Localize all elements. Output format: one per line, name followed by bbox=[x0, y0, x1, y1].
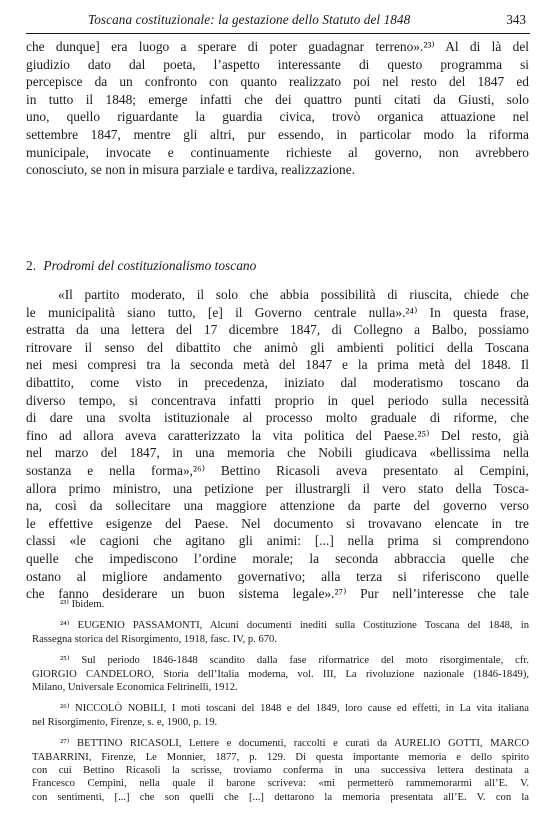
running-title: Toscana costituzionale: la gestazione dello Statuto del 1848 bbox=[88, 12, 411, 27]
text-line: ritrovare il senso del dibattito che animò gli ambienti politici della Toscana bbox=[26, 339, 529, 355]
footnote-line: TABARRINI, Firenze, Le Monnier, 1877, p. 129. Di questa importante memoria e dello spirito bbox=[32, 751, 529, 763]
text-line: fino ad allora aveva caratterizzato la vita politica del Paese.²⁵⁾ Del resto, già bbox=[26, 427, 529, 443]
text-line: sostanza e nella forma»,²⁶⁾ Bettino Ricasoli aveva presentato al Cempini, bbox=[26, 462, 529, 478]
text-line: quelle che impediscono l’ordine morale; la seconda abbraccia quelle che bbox=[26, 550, 529, 566]
text-line: conosciuto, se non in misura parziale e tardiva, realizzazione. bbox=[26, 162, 356, 178]
footnote-23 bbox=[32, 598, 529, 611]
footnote-line: ²⁶⁾ NICCOLÒ NOBILI, I moti toscani del 1848 e del 1849, loro cause ed effetti, in La vita italiana bbox=[60, 703, 529, 715]
footnote-26 bbox=[32, 702, 529, 729]
footnote-line: con sentimenti, [...] che son quelli che [...] dettarono la memoria presentata all’E. V. con la bbox=[32, 791, 529, 803]
footnote-line: Rassegna storica del Risorgimento, 1918, fasc. IV, p. 670. bbox=[32, 633, 277, 645]
text-line: diverso tempo, si concentrava infatti proprio in quel periodo sulla necessità bbox=[26, 392, 529, 408]
text-line: settembre 1847, mentre gli altri, pur essendo, in particolar modo la riforma bbox=[26, 126, 529, 142]
page-number: 343 bbox=[506, 12, 526, 27]
section-title: Prodromi del costituzionalismo toscano bbox=[43, 258, 257, 273]
footnote-line: ²³⁾ Ibidem. bbox=[60, 599, 105, 610]
text-line: na, così da sollecitare una maggiore attenzione da parte del governo verso bbox=[26, 498, 529, 514]
footnote-line: con cui Bettino Ricasoli la scrisse, troviamo conferma in una successiva lettera destinata a bbox=[32, 764, 529, 776]
text-line: percepisce da un confronto con quanto realizzato poi nel resto del 1847 ed bbox=[26, 74, 529, 90]
text-line: ostano al migliore andamento governativo; alla terza si riferiscono quelle bbox=[26, 568, 529, 584]
footnote-line: ²⁴⁾ EUGENIO PASSAMONTI, Alcuni documenti inediti sulla Costituzione Toscana del 1848, in bbox=[60, 620, 529, 632]
text-line: «Il partito moderato, il solo che abbia possibilità di riuscita, chiede che bbox=[58, 287, 529, 302]
running-header bbox=[26, 7, 530, 34]
text-line: di dare una svolta istituzionale al processo molto graduale di riforme, che bbox=[26, 410, 529, 426]
footnote-line: ²⁵⁾ Sul periodo 1846-1848 scandito dalla fase riformatrice del moto risorgimentale, cfr. bbox=[60, 655, 529, 667]
text-line: dibattito, come visto in precedenza, iniziato dal moderatismo toscano da bbox=[26, 374, 529, 390]
text-line: giudizio dato dal poeta, l’aspetto interessante di questo programma si bbox=[26, 56, 529, 72]
text-line: estratta da una lettera del 17 dicembre 1847, di Collegno a Balbo, possiamo bbox=[26, 322, 529, 338]
section-number: 2. bbox=[26, 258, 37, 273]
footnote-27 bbox=[32, 737, 529, 804]
footnote-line: ²⁷⁾ BETTINO RICASOLI, Lettere e documenti, raccolti e curati da AURELIO GOTTI, MARCO bbox=[60, 738, 529, 750]
text-line: municipale, invocate e continuamente richieste al governo, non avrebbero bbox=[26, 144, 529, 160]
footnote-line: Francesco Cempini, nella quale il barone scriveva: «mi permetterò rammemorarmi all’E. V. bbox=[32, 778, 529, 790]
footnote-line: Milano, Universale Economica Feltrinelli, 1912. bbox=[32, 681, 238, 693]
footnotes bbox=[32, 598, 529, 804]
text-line: che dunque] era luogo a sperare di poter guadagnar terreno».²³⁾ Al di là del bbox=[26, 39, 529, 54]
footnote-line: nel Risorgimento, Firenze, s. e, 1900, p. 19. bbox=[32, 716, 218, 728]
section-heading bbox=[26, 258, 256, 274]
text-line: classi «le cagioni che agitano gli animi: [...] nella prima si comprendono bbox=[26, 533, 529, 549]
intro-paragraph bbox=[26, 38, 529, 179]
text-line: che fanno desiderare un buon sistema legale».²⁷⁾ Pur nell’interesse che tale bbox=[26, 586, 529, 602]
text-line: nei mesi compresi tra la seconda metà del 1847 e la prima metà del 1848. Il bbox=[26, 357, 529, 373]
section-paragraph bbox=[26, 286, 529, 603]
text-line: le municipalità siano tutto, [e] il Governo centrale nulla».²⁴⁾ In questa frase, bbox=[26, 304, 529, 320]
text-line: nel marzo del 1847, in una memoria che Nobili giudicava «bellissima nella bbox=[26, 445, 529, 461]
footnote-24 bbox=[32, 619, 529, 646]
text-line: in tutto il 1848; emerge infatti che dei quattro punti citati da Giusti, solo bbox=[26, 91, 529, 107]
text-line: allora primo ministro, una petizione per illustrargli il vero stato della Tosca- bbox=[26, 480, 529, 496]
text-line: uno, quello riguardante la guardia civica, trovò organica attuazione nel bbox=[26, 109, 529, 125]
text-line: le effettive esigenze del Paese. Nel documento si trovavano elencate in tre bbox=[26, 515, 529, 531]
footnote-line: GIORGIO CANDELORO, Storia dell’Italia moderna, vol. III, La rivoluzione nazionale (1846-1849), bbox=[32, 668, 529, 680]
footnote-25 bbox=[32, 654, 529, 694]
